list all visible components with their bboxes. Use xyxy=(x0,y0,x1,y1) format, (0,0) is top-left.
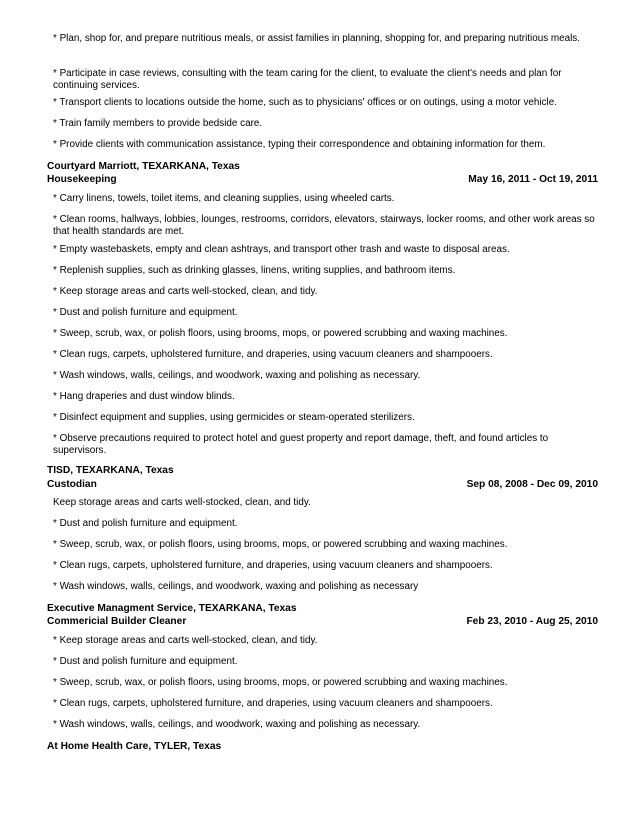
job-title: Commericial Builder Cleaner xyxy=(47,616,187,627)
job-bullet: * Empty wastebaskets, empty and clean ashtrays, and transport other trash and waste to disposal areas. xyxy=(53,244,510,255)
job-bullet: * Wash windows, walls, ceilings, and woodwork, waxing and polishing as necessary. xyxy=(53,719,421,730)
job-bullet: * Sweep, scrub, wax, or polish floors, using brooms, mops, or powered scrubbing and waxing machines. xyxy=(53,539,508,550)
job-bullet: * Clean rooms, hallways, lobbies, lounges, restrooms, corridors, elevators, stairways, locker rooms, and other work areas so that health standards are met. xyxy=(53,214,595,237)
job-title-row xyxy=(47,174,598,186)
job-employer: Executive Managment Service, TEXARKANA, Texas xyxy=(47,603,297,614)
job-bullet: * Clean rugs, carpets, upholstered furniture, and draperies, using vacuum cleaners and shampooers. xyxy=(53,698,493,709)
job-employer: Courtyard Marriott, TEXARKANA, Texas xyxy=(47,161,240,172)
job-bullet: * Replenish supplies, such as drinking glasses, linens, writing supplies, and bathroom items. xyxy=(53,265,456,276)
job-dates: Feb 23, 2010 - Aug 25, 2010 xyxy=(466,616,598,627)
job-bullet: * Sweep, scrub, wax, or polish floors, using brooms, mops, or powered scrubbing and waxing machines. xyxy=(53,328,508,339)
job-bullet: * Dust and polish furniture and equipment. xyxy=(53,518,238,529)
job-bullet: * Dust and polish furniture and equipment. xyxy=(53,307,238,318)
job-dates: Sep 08, 2008 - Dec 09, 2010 xyxy=(466,479,598,490)
job-title-row xyxy=(47,616,598,628)
job-bullet: * Wash windows, walls, ceilings, and woodwork, waxing and polishing as necessary xyxy=(53,581,419,592)
intro-bullet: * Plan, shop for, and prepare nutritious meals, or assist families in planning, shopping for, and preparing nutritious meals. xyxy=(53,33,580,44)
intro-bullet: * Transport clients to locations outside the home, such as to physicians' offices or on outings, using a motor vehicle. xyxy=(53,97,557,108)
job-bullet: * Observe precautions required to protect hotel and guest property and report damage, theft, and found articles to supervisors. xyxy=(53,433,549,456)
job-bullet: * Hang draperies and dust window blinds. xyxy=(53,391,235,402)
job-bullet: * Clean rugs, carpets, upholstered furniture, and draperies, using vacuum cleaners and shampooers. xyxy=(53,349,493,360)
job-bullet: * Sweep, scrub, wax, or polish floors, using brooms, mops, or powered scrubbing and waxing machines. xyxy=(53,677,508,688)
job-bullet: Keep storage areas and carts well-stocked, clean, and tidy. xyxy=(53,497,311,508)
job-employer: At Home Health Care, TYLER, Texas xyxy=(47,741,222,752)
intro-bullet: * Train family members to provide bedside care. xyxy=(53,118,263,129)
job-title: Housekeeping xyxy=(47,174,117,185)
job-dates: May 16, 2011 - Oct 19, 2011 xyxy=(468,174,598,185)
intro-bullet: * Participate in case reviews, consulting with the team caring for the client, to evaluate the client's needs and plan for continuing services. xyxy=(53,68,562,91)
intro-bullet: * Provide clients with communication assistance, typing their correspondence and obtaining information for them. xyxy=(53,139,546,150)
job-title-row xyxy=(47,479,598,491)
job-bullet: * Keep storage areas and carts well-stocked, clean, and tidy. xyxy=(53,286,318,297)
job-bullet: * Clean rugs, carpets, upholstered furniture, and draperies, using vacuum cleaners and shampooers. xyxy=(53,560,493,571)
job-title: Custodian xyxy=(47,479,97,490)
job-bullet: * Carry linens, towels, toilet items, and cleaning supplies, using wheeled carts. xyxy=(53,193,395,204)
job-bullet: * Dust and polish furniture and equipment. xyxy=(53,656,238,667)
job-bullet: * Keep storage areas and carts well-stocked, clean, and tidy. xyxy=(53,635,318,646)
job-employer: TISD, TEXARKANA, Texas xyxy=(47,465,174,476)
job-bullet: * Wash windows, walls, ceilings, and woodwork, waxing and polishing as necessary. xyxy=(53,370,421,381)
job-bullet: * Disinfect equipment and supplies, using germicides or steam-operated sterilizers. xyxy=(53,412,415,423)
